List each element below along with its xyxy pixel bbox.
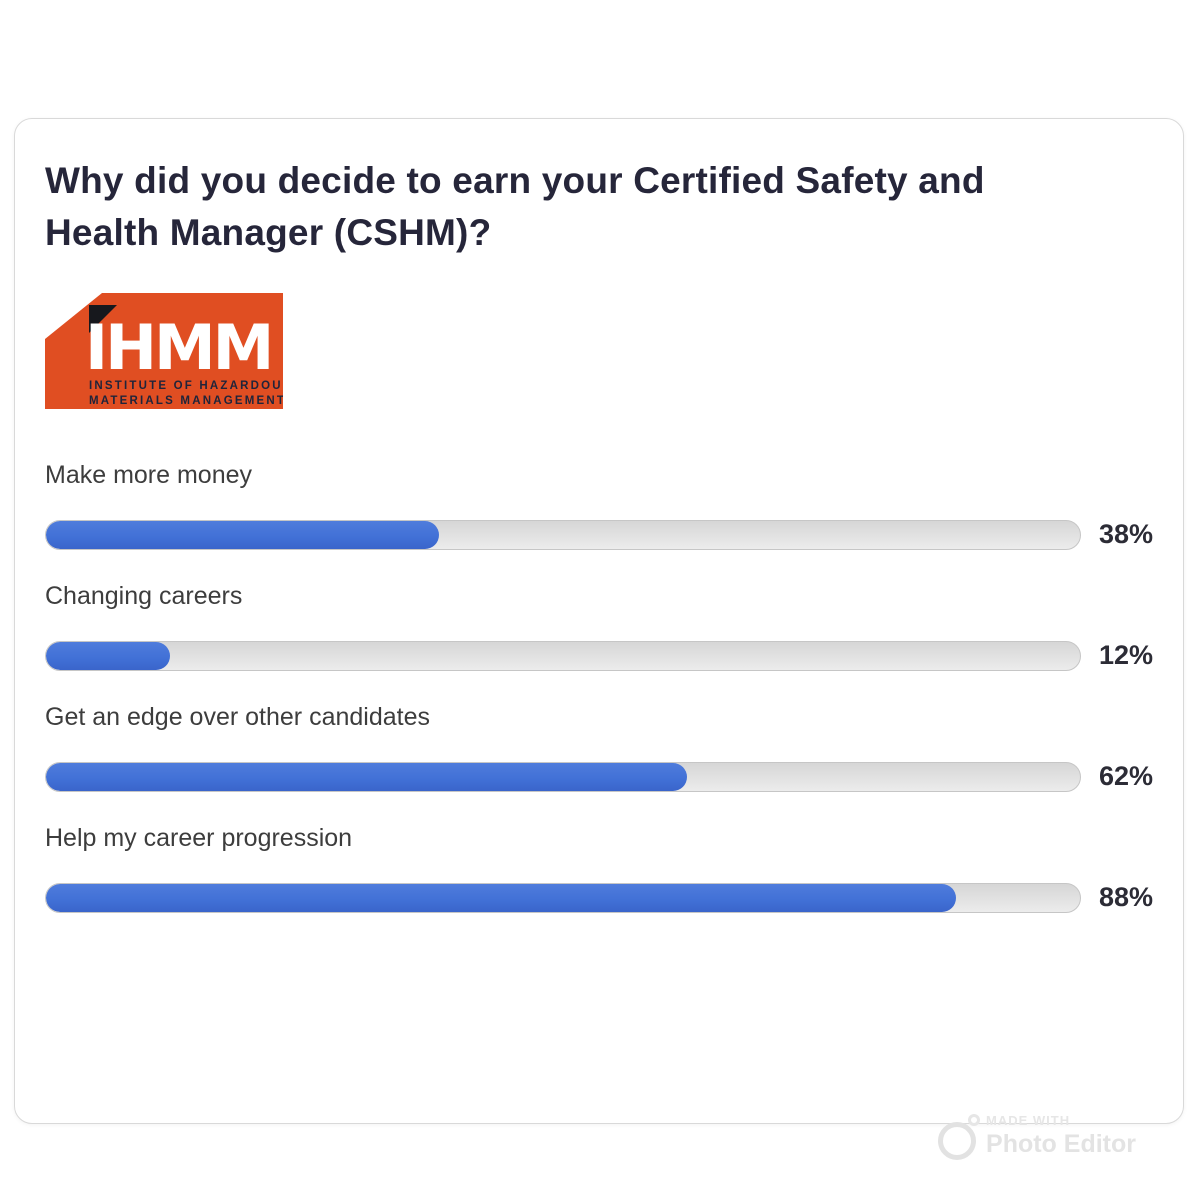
bar-line (45, 882, 1153, 913)
ihmm-logo-graphic (45, 293, 283, 409)
bar-track (45, 883, 1081, 913)
lens-ring (938, 1122, 976, 1160)
poll-row (45, 581, 1153, 671)
poll-row (45, 823, 1153, 913)
bar-track (45, 520, 1081, 550)
bar-line (45, 640, 1153, 671)
logo-acronym: IHMM (85, 311, 272, 384)
bar-fill (46, 521, 439, 549)
watermark (938, 1112, 1136, 1160)
poll-option-label: Make more money (45, 461, 253, 489)
bar-track (45, 641, 1081, 671)
bar-line (45, 519, 1153, 550)
page-title-line-2: Health Manager (CSHM)? (45, 212, 492, 253)
watermark-app-name: Photo Editor (986, 1130, 1136, 1158)
poll-option-label: Get an edge over other candidates (45, 703, 430, 731)
bar-value: 38% (1098, 519, 1153, 549)
camera-lens-icon (938, 1122, 976, 1160)
watermark-made-with: MADE WITH (986, 1113, 1071, 1128)
ihmm-logo (45, 293, 283, 409)
page-title (45, 155, 1153, 259)
poll-row (45, 702, 1153, 792)
bar-value: 12% (1098, 640, 1153, 670)
bar-value: 88% (1098, 882, 1153, 912)
bar-line (45, 761, 1153, 792)
results-card (14, 118, 1184, 1124)
bar-value: 62% (1098, 761, 1153, 791)
poll-row (45, 460, 1153, 550)
poll-option-label: Help my career progression (45, 824, 353, 852)
lens-dot (968, 1114, 980, 1126)
bar-fill (46, 884, 956, 912)
poll-option-label: Changing careers (45, 582, 243, 610)
bar-track (45, 762, 1081, 792)
logo-caption-line-2: MATERIALS MANAGEMENT (89, 395, 283, 407)
poll-results (45, 460, 1153, 913)
bar-fill (46, 763, 687, 791)
logo-caption-line-1: INSTITUTE OF HAZARDOUS (89, 380, 283, 392)
bar-fill (46, 642, 170, 670)
page-title-line-1: Why did you decide to earn your Certified Safety and (45, 160, 985, 201)
watermark-text (986, 1113, 1136, 1159)
